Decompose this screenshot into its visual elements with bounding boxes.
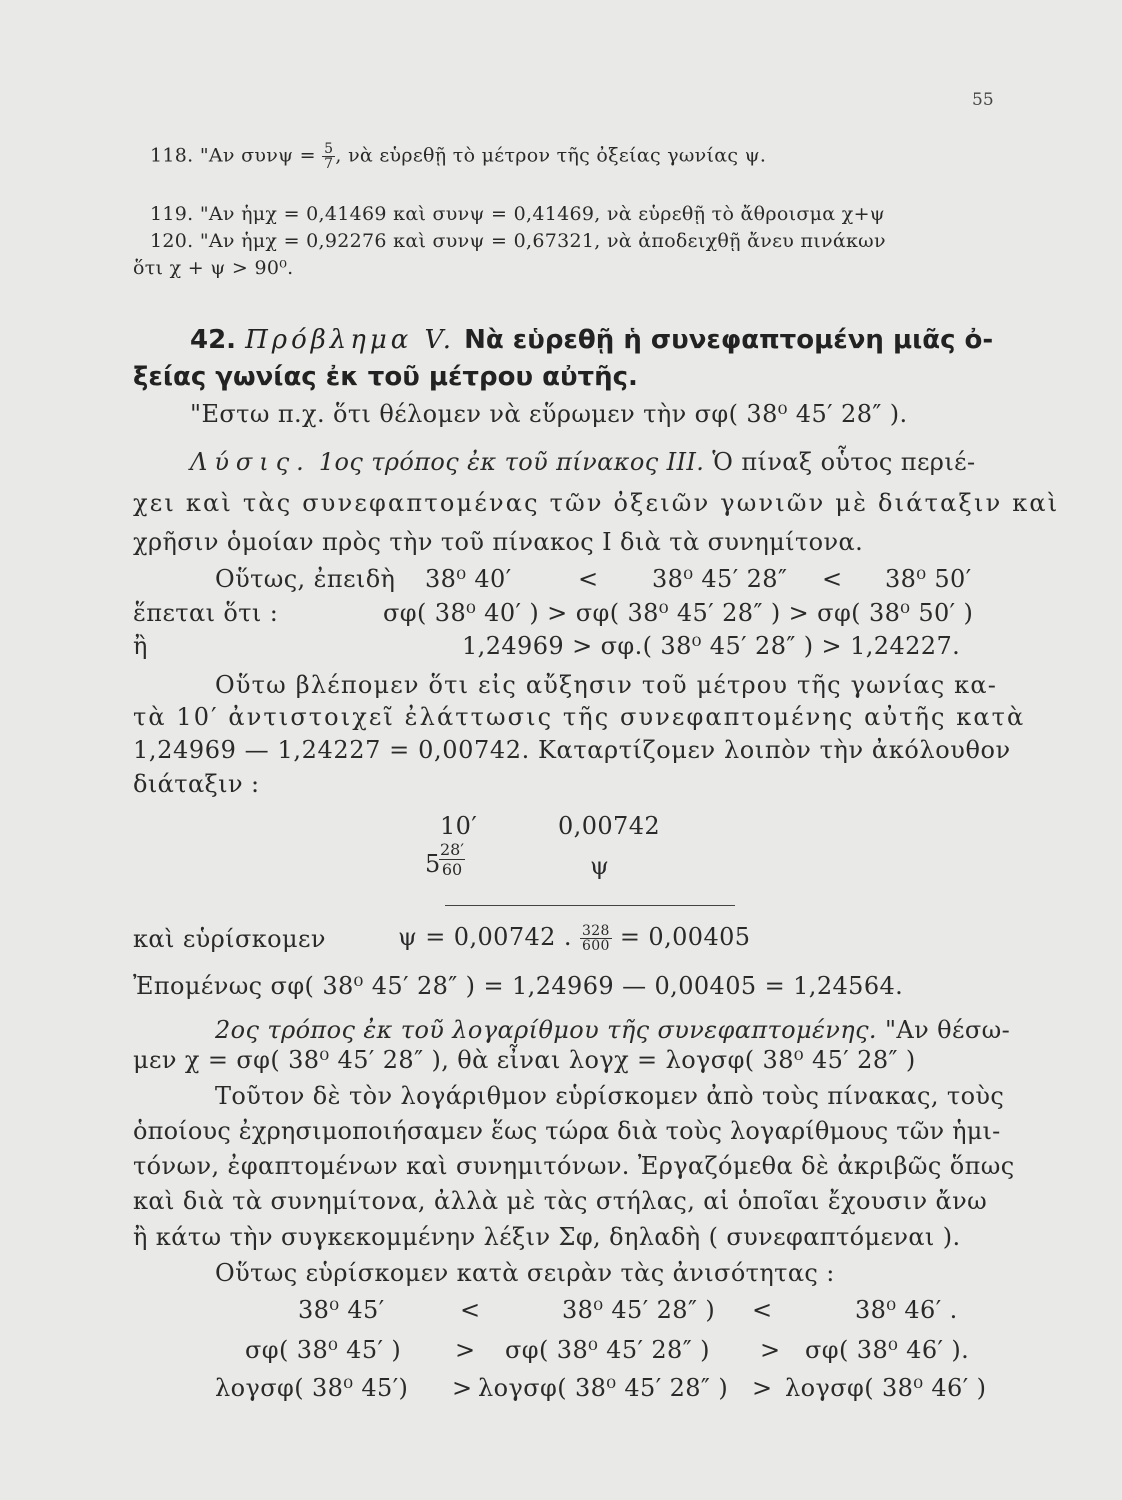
final3-gt1: >	[452, 1374, 473, 1402]
final1-lt2: <	[752, 1296, 773, 1324]
final3-b: λογσφ( 38⁰ 45′ 28″ )	[478, 1374, 729, 1402]
inequality1-b: 38⁰ 45′ 28″	[652, 565, 788, 593]
p3-line6: Οὕτως εὑρίσκομεν κατὰ σειρὰν τὰς ἀνισότητας :	[215, 1259, 835, 1287]
exercise-118-text: 118. "Αν συνψ =	[150, 144, 323, 167]
p3-line4: καὶ διὰ τὰ συνημίτονα, ἀλλὰ μὲ τὰς στήλας, αἱ ὁποῖαι ἔχουσιν ἄνω	[133, 1187, 988, 1215]
final1-c: 38⁰ 46′ .	[855, 1296, 958, 1324]
problem-label: Πρόβλημα V.	[245, 325, 456, 355]
epetai-line: ἕπεται ὅτι :	[133, 599, 279, 627]
p1-line2: χει καὶ τὰς συνεφαπτομένας τῶν ὀξειῶν γωνιῶν μὲ διάταξιν καὶ	[133, 489, 1060, 517]
exercise-119: 119. "Αν ἡμχ = 0,41469 καὶ συνψ = 0,41469, νὰ εὑρεθῇ τὸ ἄθροισμα χ+ψ	[150, 203, 885, 225]
calc-left: ψ = 0,00742 .	[398, 923, 572, 951]
problem-number: 42.	[190, 325, 237, 355]
calc-right: = 0,00405	[619, 923, 751, 951]
inequality2: σφ( 38⁰ 40′ ) > σφ( 38⁰ 45′ 28″ ) > σφ( 38⁰ 50′ )	[383, 599, 974, 627]
calc-fraction	[580, 924, 612, 953]
lysis-line	[190, 448, 975, 476]
eta-line: ἢ	[133, 632, 148, 660]
inequality3: 1,24969 > σφ.( 38⁰ 45′ 28″ ) > 1,24227.	[462, 632, 961, 660]
p2-line1: Οὕτω βλέπομεν ὅτι εἰς αὔξησιν τοῦ μέτρου τῆς γωνίας κα-	[215, 671, 998, 699]
final2-gt2: >	[760, 1336, 781, 1364]
p1-line1-tail: Ὁ πίναξ οὗτος περιέ-	[712, 448, 976, 476]
calc-fraction-num: 328	[581, 923, 610, 939]
calc-line	[398, 923, 750, 953]
p3-line2: ὁποίους ἐχρησιμοποιήσαμεν ἕως τώρα διὰ τοὺς λογαρίθμους τῶν ἡμι-	[133, 1117, 1001, 1145]
p3-line3: τόνων, ἐφαπτομένων καὶ συνημιτόνων. Ἐργαζόμεθα δὲ ἀκριβῶς ὅπως	[133, 1152, 1015, 1180]
exercise-120: 120. "Αν ἡμχ = 0,92276 καὶ συνψ = 0,67321, νὰ ἀποδειχθῇ ἄνευ πινάκων	[150, 230, 886, 252]
lysis-label: Λύσις.	[190, 448, 311, 476]
final2-a: σφ( 38⁰ 45′ )	[245, 1336, 402, 1364]
table-5: 5	[425, 850, 441, 878]
page-number: 55	[972, 90, 994, 110]
final2-gt1: >	[455, 1336, 476, 1364]
problem-heading-line1	[190, 325, 993, 355]
method1-title: 1ος τρόπος ἐκ τοῦ πίνακος III.	[318, 448, 705, 476]
table-fraction-num: 28′	[440, 840, 464, 859]
final2-c: σφ( 38⁰ 46′ ).	[805, 1336, 970, 1364]
inequality1-c: 38⁰ 50′	[885, 565, 972, 593]
p1-line3: χρῆσιν ὁμοίαν πρὸς τὴν τοῦ πίνακος I διὰ τὰ συνημίτονα.	[133, 528, 864, 556]
final1-lt1: <	[460, 1296, 481, 1324]
problem-title-part1: Νὰ εὑρεθῇ ἡ συνεφαπτομένη μιᾶς ὀ-	[464, 325, 994, 355]
final3-c: λογσφ( 38⁰ 46′ )	[785, 1374, 987, 1402]
p2-line2: τὰ 10′ ἀντιστοιχεῖ ἐλάττωσις τῆς συνεφαπτομένης αὐτῆς κατὰ	[133, 703, 1026, 731]
exercise-120-continued: ὅτι χ + ψ > 90⁰.	[133, 257, 294, 279]
outws-epeidh: Οὕτως, ἐπειδὴ	[215, 565, 396, 593]
final3-a: λογσφ( 38⁰ 45′)	[215, 1374, 409, 1402]
method2-tail: "Αν θέσω-	[884, 1016, 1011, 1044]
p2-line4: διάταξιν :	[133, 770, 260, 798]
final2-b: σφ( 38⁰ 45′ 28″ )	[505, 1336, 710, 1364]
less-than-1: <	[578, 565, 599, 593]
final3-gt2: >	[752, 1374, 773, 1402]
exercise-118	[150, 142, 766, 171]
method2-line	[215, 1016, 1010, 1044]
horizontal-rule	[445, 905, 735, 906]
inequality1-a: 38⁰ 40′	[425, 565, 512, 593]
fraction-denominator: 7	[324, 156, 334, 172]
calc-fraction-den: 600	[581, 938, 610, 954]
table-psi: ψ	[590, 852, 610, 880]
p3-line5: ἢ κάτω τὴν συγκεκομμένην λέξιν Σφ, δηλαδὴ ( συνεφαπτόμεναι ).	[133, 1223, 961, 1251]
p2-line3: 1,24969 — 1,24227 = 0,00742. Καταρτίζομεν λοιπὸν τὴν ἀκόλουθον	[133, 736, 1011, 764]
final1-a: 38⁰ 45′	[298, 1296, 385, 1324]
less-than-2: <	[822, 565, 843, 593]
table-fraction-den: 60	[439, 859, 465, 879]
exercise-118-tail: , νὰ εὑρεθῇ τὸ μέτρον τῆς ὀξείας γωνίας ψ.	[335, 144, 767, 167]
epomenws-line: Ἐπομένως σφ( 38⁰ 45′ 28″ ) = 1,24969 — 0,00405 = 1,24564.	[133, 972, 904, 1000]
method2-title: 2ος τρόπος ἐκ τοῦ λογαρίθμου τῆς συνεφαπτομένης.	[215, 1016, 877, 1044]
problem-heading-line2: ξείας γωνίας ἐκ τοῦ μέτρου αὐτῆς.	[133, 362, 638, 392]
table-0-00742: 0,00742	[558, 812, 661, 840]
final1-b: 38⁰ 45′ 28″ )	[562, 1296, 716, 1324]
fraction-5-7	[322, 142, 335, 171]
kai-eur-line: καὶ εὑρίσκομεν	[133, 925, 326, 953]
estw-line: "Εστω π.χ. ὅτι θέλομεν νὰ εὕρωμεν τὴν σφ( 38⁰ 45′ 28″ ).	[190, 400, 908, 428]
table-10min: 10′	[440, 812, 478, 840]
table-fraction-28-60	[439, 840, 465, 879]
method2-line2: μεν χ = σφ( 38⁰ 45′ 28″ ), θὰ εἶναι λογχ = λογσφ( 38⁰ 45′ 28″ )	[133, 1046, 916, 1074]
fraction-numerator: 5	[324, 141, 334, 157]
p3-line1: Τοῦτον δὲ τὸν λογάριθμον εὑρίσκομεν ἀπὸ τοὺς πίνακας, τοὺς	[215, 1082, 1005, 1110]
